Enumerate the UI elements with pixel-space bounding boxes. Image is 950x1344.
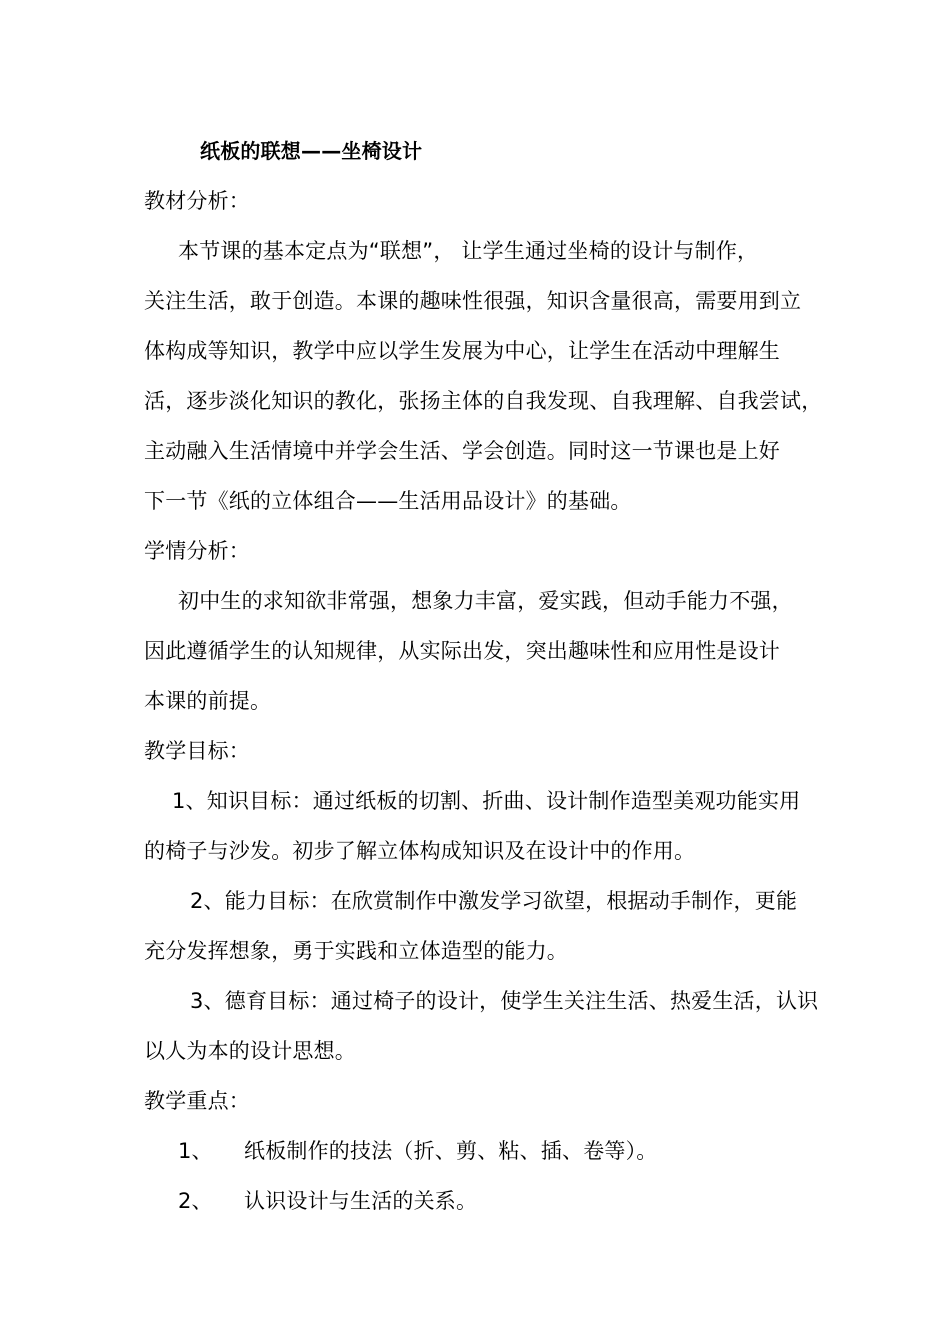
keypoint-text: 认识设计与生活的关系。 [244,1189,478,1213]
keypoint-number: 2、 [178,1189,213,1213]
goals-line-6: 以人为本的设计思想。 [144,1039,356,1063]
section-heading-material: 教材分析： [144,189,250,213]
keypoint-item [178,1186,858,1216]
material-line-2: 关注生活，敢于创造。本课的趣味性很强，知识含量很高，需要用到立 [144,289,802,313]
goals-line-4: 充分发挥想象，勇于实践和立体造型的能力。 [144,939,568,963]
section-heading-goals: 教学目标： [144,739,250,763]
material-line-3: 体构成等知识，教学中应以学生发展为中心，让学生在活动中理解生 [144,339,780,363]
material-line-1: 本节课的基本定点为“联想”， 让学生通过坐椅的设计与制作， [178,239,759,263]
keypoint-number: 1、 [178,1139,213,1163]
keypoint-text: 纸板制作的技法（折、剪、粘、插、卷等）。 [244,1139,658,1163]
students-line-2: 因此遵循学生的认知规律，从实际出发，突出趣味性和应用性是设计 [144,639,780,663]
keypoint-item [178,1136,858,1166]
material-line-5: 主动融入生活情境中并学会生活、学会创造。同时这一节课也是上好 [144,439,780,463]
students-line-1: 初中生的求知欲非常强，想象力丰富，爱实践，但动手能力不强， [178,589,793,613]
section-heading-keypoints: 教学重点： [144,1089,250,1113]
goals-line-5: 3、德育目标：通过椅子的设计，使学生关注生活、热爱生活，认识 [190,989,819,1013]
students-line-3: 本课的前提。 [144,689,272,713]
material-line-6: 下一节《纸的立体组合——生活用品设计》的基础。 [144,489,632,513]
goals-line-1: 1、知识目标：通过纸板的切割、折曲、设计制作造型美观功能实用 [172,789,801,813]
document-title: 纸板的联想——坐椅设计 [200,139,423,163]
goals-line-3: 2、能力目标：在欣赏制作中激发学习欲望，根据动手制作，更能 [190,889,798,913]
goals-line-2: 的椅子与沙发。初步了解立体构成知识及在设计中的作用。 [144,839,696,863]
material-line-4: 活，逐步淡化知识的教化，张扬主体的自我发现、自我理解、自我尝试， [144,389,823,413]
section-heading-students: 学情分析： [144,539,250,563]
